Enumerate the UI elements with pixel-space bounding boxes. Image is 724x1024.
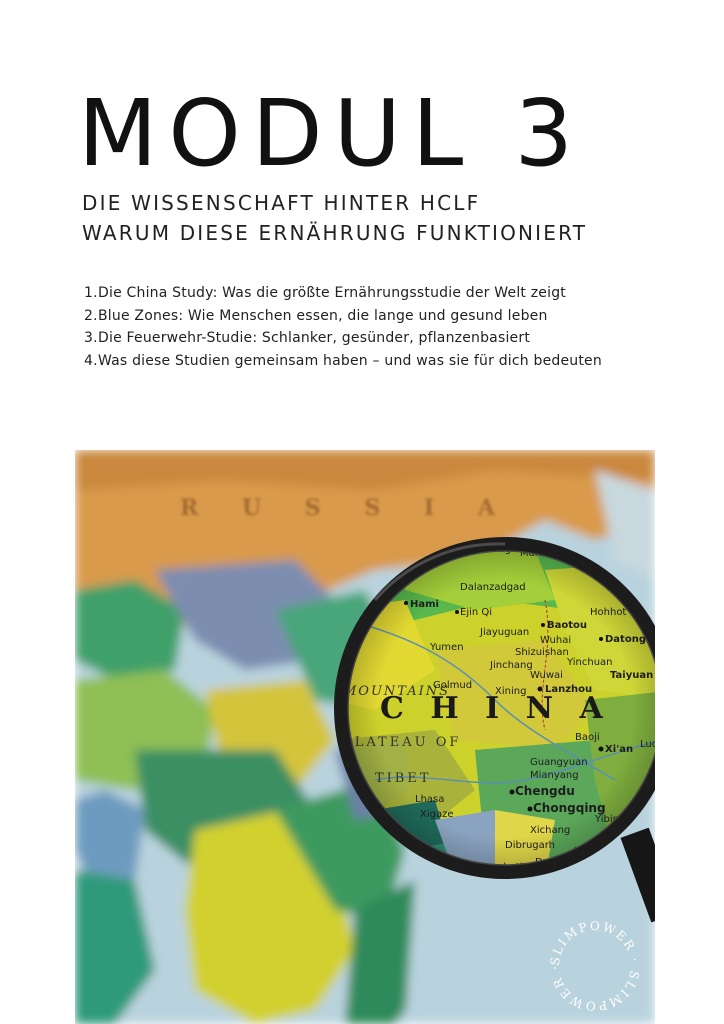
- toc-text: Was diese Studien gemeinsam haben – und was sie für dich bedeuten: [98, 352, 602, 369]
- toc-text: Die Feuerwehr-Studie: Schlanker, gesünder, pflanzenbasiert: [98, 330, 531, 346]
- toc-number: 2.: [84, 307, 98, 324]
- toc-number: 1.: [84, 285, 98, 301]
- toc-text: Blue Zones: Wie Menschen essen, die lange und gesund leben: [98, 307, 548, 324]
- toc-item: [84, 305, 602, 328]
- toc-text: Die China Study: Was die größte Ernährungsstudie der Welt zeigt: [98, 285, 566, 301]
- badge-text: SLIMPOWER · SLIMPOWER ·: [547, 918, 643, 1014]
- subtitle-line-2: WARUM DIESE ERNÄHRUNG FUNKTIONIERT: [82, 221, 588, 245]
- toc-item: [84, 350, 602, 373]
- toc-number: 4.: [84, 352, 98, 369]
- subtitle-line-1: DIE WISSENSCHAFT HINTER HCLF: [82, 191, 481, 215]
- map-label-russia: R U S S I A: [180, 495, 513, 521]
- map-magnifier-image: [75, 450, 655, 1024]
- toc-number: 3.: [84, 330, 98, 346]
- page-title: MODUL 3: [78, 80, 585, 187]
- toc-item: [84, 282, 602, 305]
- table-of-contents: [84, 282, 602, 372]
- toc-item: [84, 327, 602, 350]
